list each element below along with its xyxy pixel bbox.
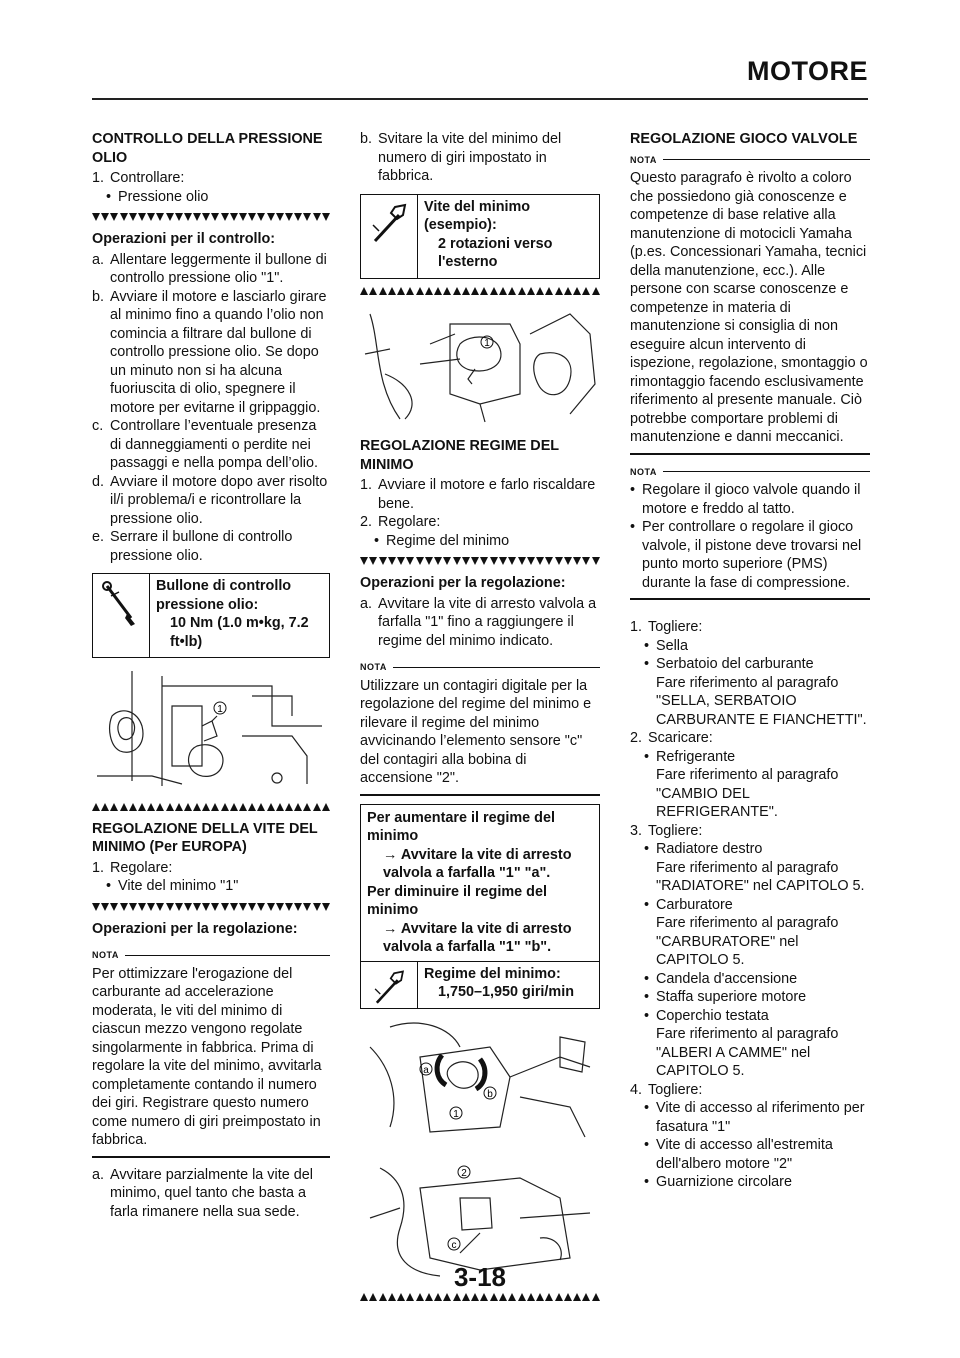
triangle-mark [471, 1293, 479, 1301]
bullet-item: • Vite di accesso al riferimento per fasatura "1" [644, 1100, 865, 1135]
triangle-mark [101, 903, 109, 911]
page-number: 3-18 [453, 1262, 507, 1292]
bullet-item: • Carburatore [644, 896, 733, 913]
bullet-item: • Coperchio testata [644, 1007, 769, 1024]
triangle-mark [425, 287, 433, 295]
triangle-mark [369, 557, 377, 565]
note-block [360, 658, 600, 796]
triangle-mark [471, 557, 479, 565]
triangle-rule-start [92, 903, 330, 912]
note-text: Questo paragrafo è rivolto a coloro che possiedono già conoscenze e competenze di base relative alla manutenzione di motocicli Yamaha (p.es. Concessionari Yamaha, tecnici della manutenzione, ecc.). Alle persone con scarse conoscenze e competenze in materia di manutenzione si consiglia di non eseguire alcun intervento di ispezione, regolazione, smontaggio o rimontaggio facendo esclusivamente riferimento al presente manuale. Ciò potrebbe comportare problemi di manutenzione e danni meccanici. [630, 170, 868, 445]
triangle-mark [443, 287, 451, 295]
triangle-mark [545, 1293, 553, 1301]
triangle-mark [322, 213, 330, 221]
note-label: NOTA [360, 662, 387, 672]
triangle-mark [592, 287, 600, 295]
triangle-mark [211, 213, 219, 221]
triangle-mark [499, 1293, 507, 1301]
figure-throttle-stop-screw [360, 1017, 600, 1153]
proc-step: d. Avviare il motore dopo aver risolto il/i problema/i e ricontrollare la pressione olio. [92, 473, 328, 527]
adjust-direction-box [360, 804, 600, 962]
triangle-mark [166, 903, 174, 911]
bullet-item: • Per controllare o regolare il gioco valvole, il pistone deve trovarsi nel punto morto superiore (PMS) durante la fase di compressione. [630, 519, 862, 591]
spec-value: 2 rotazioni verso l'esterno [438, 235, 553, 270]
triangle-mark [294, 213, 302, 221]
note-text: Utilizzare un contagiri digitale per la regolazione del regime del minimo e rilevare il regime del minimo avvicinando l’elemento sensore "c" del contagiri alla bobina di accensione "2". [360, 677, 592, 786]
triangle-mark [406, 557, 414, 565]
triangle-rule-end [360, 1293, 600, 1302]
triangle-mark [221, 213, 229, 221]
triangle-mark [184, 803, 192, 811]
note-block [92, 946, 330, 1158]
triangle-mark [490, 1293, 498, 1301]
triangle-mark [276, 213, 284, 221]
triangle-mark [416, 557, 424, 565]
triangle-mark [184, 213, 192, 221]
proc-step: a. Avvitare la vite di arresto valvola a farfalla "1" fino a raggiungere il regime del minimo indicato. [360, 595, 597, 649]
triangle-mark [120, 903, 128, 911]
triangle-mark [230, 213, 238, 221]
reference-text: Fare riferimento al paragrafo "RADIATORE" nel CAPITOLO 5. [656, 859, 865, 894]
triangle-mark [138, 803, 146, 811]
triangle-mark [388, 557, 396, 565]
triangle-rule-end [92, 803, 330, 812]
triangle-mark [92, 903, 100, 911]
triangle-mark [518, 557, 526, 565]
wrench-icon [361, 962, 418, 1008]
step-item: 4. Togliere: [630, 1081, 703, 1098]
section-title-oil-pressure: CONTROLLO DELLA PRESSIONE OLIO [92, 131, 323, 166]
bullet-item: • Serbatoio del carburante [644, 656, 814, 672]
triangle-mark [239, 213, 247, 221]
triangle-mark [490, 557, 498, 565]
triangle-mark [248, 213, 256, 221]
triangle-mark [221, 803, 229, 811]
increase-action: → Avvitare la vite di arresto valvola a farfalla "1" "a". [383, 846, 572, 881]
triangle-mark [518, 1293, 526, 1301]
triangle-mark [573, 287, 581, 295]
triangle-mark [211, 903, 219, 911]
triangle-mark [582, 557, 590, 565]
triangle-mark [564, 557, 572, 565]
triangle-mark [406, 287, 414, 295]
triangle-mark [434, 1293, 442, 1301]
column-right [630, 130, 870, 1192]
bullet-item: • Pressione olio [106, 188, 209, 205]
triangle-mark [527, 557, 535, 565]
section-title-idle-speed: REGOLAZIONE REGIME DEL MINIMO [360, 438, 559, 473]
triangle-mark [508, 287, 516, 295]
triangle-mark [434, 287, 442, 295]
spec-box-idle-screw [360, 194, 600, 279]
bullet-item: • Refrigerante [644, 748, 736, 765]
figure-callout: c [451, 1240, 457, 1251]
triangle-mark [313, 903, 321, 911]
figure-idle-screw [360, 304, 600, 432]
page-title: MOTORE [746, 56, 868, 86]
triangle-mark [360, 557, 368, 565]
figure-oil-pressure-bolt [92, 666, 330, 796]
triangle-mark [257, 903, 265, 911]
figure-callout: 2 [461, 1168, 467, 1179]
triangle-mark [239, 803, 247, 811]
triangle-mark [276, 803, 284, 811]
proc-step: c. Controllare l’eventuale presenza di danneggiamenti o perdite nei passaggi e nella pompa dell’olio. [92, 418, 319, 471]
figure-callout: 1 [484, 337, 490, 349]
triangle-mark [369, 1293, 377, 1301]
triangle-mark [303, 903, 311, 911]
triangle-mark [499, 557, 507, 565]
triangle-mark [555, 1293, 563, 1301]
triangle-mark [285, 903, 293, 911]
note-label: NOTA [630, 154, 657, 165]
proc-step: a. Avvitare parzialmente la vite del minimo, quel tanto che basta a farla rimanere nella sua sede. [92, 1166, 313, 1220]
triangle-mark [193, 903, 201, 911]
triangle-mark [462, 557, 470, 565]
spec-label: Regime del minimo: [424, 965, 561, 982]
triangle-mark [129, 213, 137, 221]
triangle-mark [564, 287, 572, 295]
note-text: Per ottimizzare l'erogazione del carburante ad accelerazione moderata, le viti del minimo di ciascun mezzo vengono regolate singolarmente in fabbrica. Prima di regolare la vite del minimo, avvitarla completamente contando il numero dei giri. Registrare questo numero come numero di giri preimpostato in fabbrica. [92, 965, 322, 1148]
triangle-mark [490, 287, 498, 295]
triangle-rule-start [92, 213, 330, 222]
triangle-mark [434, 557, 442, 565]
triangle-mark [425, 1293, 433, 1301]
triangle-mark [147, 903, 155, 911]
proc-step: b. Avviare il motore e lasciarlo girare al minimo fino a quando l’olio non comincia a filtrare dal bullone di controllo pressione olio. Se dopo un minuto non si ha alcuna fuoriuscita di olio, spegnere il motore per evitarne il grippaggio. [92, 288, 327, 416]
triangle-mark [453, 287, 461, 295]
triangle-mark [397, 1293, 405, 1301]
column-middle [360, 130, 600, 1310]
proc-step: e. Serrare il bullone di controllo pressione olio. [92, 529, 293, 564]
bullet-item: • Candela d'accensione [644, 970, 798, 987]
triangle-mark [480, 557, 488, 565]
triangle-mark [202, 903, 210, 911]
triangle-mark [545, 287, 553, 295]
triangle-mark [156, 803, 164, 811]
header-rule [92, 98, 868, 100]
triangle-mark [592, 557, 600, 565]
reference-text: Fare riferimento al paragrafo "ALBERI A CAMME" nel CAPITOLO 5. [656, 1026, 839, 1079]
note-label: NOTA [630, 466, 657, 477]
step-item: 1. Regolare: [92, 859, 173, 876]
step-item: 3. Togliere: [630, 822, 703, 839]
triangle-mark [120, 803, 128, 811]
figure-callout: 1 [217, 704, 223, 715]
triangle-mark [257, 213, 265, 221]
spec-label: Vite del minimo (esempio): [424, 198, 531, 233]
triangle-mark [110, 903, 118, 911]
triangle-mark [202, 213, 210, 221]
note-block [630, 151, 870, 455]
triangle-mark [508, 1293, 516, 1301]
note-block [630, 463, 870, 601]
procedure-title: Operazioni per la regolazione: [360, 575, 566, 591]
step-item: 1. Togliere: [630, 619, 703, 635]
triangle-mark [527, 1293, 535, 1301]
bullet-item: • Guarnizione circolare [644, 1174, 792, 1190]
triangle-mark [156, 213, 164, 221]
triangle-mark [592, 1293, 600, 1301]
torque-wrench-icon [93, 574, 150, 657]
triangle-mark [257, 803, 265, 811]
triangle-mark [582, 287, 590, 295]
triangle-mark [175, 903, 183, 911]
triangle-mark [294, 903, 302, 911]
triangle-mark [193, 213, 201, 221]
triangle-mark [379, 1293, 387, 1301]
triangle-mark [379, 287, 387, 295]
increase-label: Per aumentare il regime del minimo [367, 809, 555, 844]
triangle-mark [397, 287, 405, 295]
triangle-mark [230, 803, 238, 811]
triangle-mark [129, 903, 137, 911]
spec-value: 10 Nm (1.0 m•kg, 7.2 ft•lb) [170, 615, 309, 650]
spec-label: Bullone di controllo pressione olio: [156, 578, 292, 613]
section-title-idle-screw: REGOLAZIONE DELLA VITE DEL MINIMO (Per EUROPA) [92, 820, 318, 855]
bullet-item: • Vite di accesso all'estremita dell'albero motore "2" [644, 1137, 833, 1172]
reference-text: Fare riferimento al paragrafo "CAMBIO DEL REFRIGERANTE". [656, 767, 839, 820]
triangle-mark [129, 803, 137, 811]
bullet-item: • Vite del minimo "1" [106, 878, 239, 894]
triangle-mark [536, 287, 544, 295]
bullet-item: • Sella [644, 637, 688, 654]
triangle-mark [202, 803, 210, 811]
triangle-mark [499, 287, 507, 295]
triangle-mark [147, 803, 155, 811]
step-item: 2. Scaricare: [630, 730, 713, 746]
triangle-mark [443, 557, 451, 565]
triangle-mark [303, 213, 311, 221]
triangle-mark [573, 1293, 581, 1301]
decrease-action: → Avvitare la vite di arresto valvola a farfalla "1" "b". [383, 920, 572, 955]
triangle-mark [248, 903, 256, 911]
triangle-mark [360, 287, 368, 295]
triangle-mark [416, 1293, 424, 1301]
bullet-item: • Radiatore destro [644, 841, 763, 857]
triangle-mark [248, 803, 256, 811]
triangle-mark [175, 803, 183, 811]
triangle-mark [555, 557, 563, 565]
triangle-mark [527, 287, 535, 295]
triangle-mark [480, 1293, 488, 1301]
figure-callout: b [487, 1088, 493, 1100]
reference-text: Fare riferimento al paragrafo "CARBURATORE" nel CAPITOLO 5. [656, 915, 839, 968]
triangle-mark [138, 213, 146, 221]
triangle-mark [166, 803, 174, 811]
reference-text: Fare riferimento al paragrafo "SELLA, SERBATOIO CARBURANTE E FIANCHETTI". [656, 674, 867, 728]
triangle-mark [175, 213, 183, 221]
triangle-mark [267, 213, 275, 221]
decrease-label: Per diminuire il regime del minimo [367, 883, 547, 918]
triangle-mark [166, 213, 174, 221]
triangle-mark [313, 213, 321, 221]
triangle-mark [110, 803, 118, 811]
triangle-mark [518, 287, 526, 295]
wrench-icon [361, 195, 418, 278]
note-label: NOTA [92, 950, 119, 960]
triangle-mark [322, 803, 330, 811]
triangle-mark [388, 1293, 396, 1301]
triangle-mark [536, 1293, 544, 1301]
triangle-mark [573, 557, 581, 565]
bullet-item: • Staffa superiore motore [644, 989, 807, 1005]
triangle-mark [471, 287, 479, 295]
triangle-mark [267, 803, 275, 811]
procedure-title: Operazioni per il controllo: [92, 231, 276, 247]
triangle-mark [303, 803, 311, 811]
triangle-mark [211, 803, 219, 811]
proc-step: b. Svitare la vite del minimo del numero di giri impostato in fabbrica. [360, 131, 562, 184]
triangle-mark [267, 903, 275, 911]
triangle-mark [388, 287, 396, 295]
figure-callout: 1 [453, 1108, 459, 1120]
triangle-mark [230, 903, 238, 911]
triangle-mark [285, 213, 293, 221]
step-item: 1. Avviare il motore e farlo riscaldare bene. [360, 477, 596, 512]
triangle-mark [239, 903, 247, 911]
triangle-mark [555, 287, 563, 295]
proc-step: a. Allentare leggermente il bullone di controllo pressione olio "1". [92, 251, 327, 286]
triangle-mark [92, 213, 100, 221]
triangle-mark [462, 287, 470, 295]
triangle-mark [443, 1293, 451, 1301]
triangle-mark [147, 213, 155, 221]
triangle-mark [101, 213, 109, 221]
bullet-item: • Regime del minimo [374, 532, 510, 549]
triangle-mark [425, 557, 433, 565]
triangle-mark [379, 557, 387, 565]
column-left [92, 130, 330, 1221]
triangle-mark [406, 1293, 414, 1301]
triangle-rule-end [360, 287, 600, 296]
spec-value: 1,750–1,950 giri/min [438, 984, 574, 1000]
triangle-mark [285, 803, 293, 811]
triangle-mark [369, 287, 377, 295]
triangle-mark [120, 213, 128, 221]
triangle-mark [313, 803, 321, 811]
triangle-mark [294, 803, 302, 811]
triangle-mark [322, 903, 330, 911]
triangle-rule-start [360, 557, 600, 566]
triangle-mark [582, 1293, 590, 1301]
triangle-mark [453, 557, 461, 565]
triangle-mark [564, 1293, 572, 1301]
procedure-title: Operazioni per la regolazione: [92, 920, 298, 937]
triangle-mark [276, 903, 284, 911]
triangle-mark [156, 903, 164, 911]
triangle-mark [536, 557, 544, 565]
triangle-mark [193, 803, 201, 811]
triangle-mark [138, 903, 146, 911]
triangle-mark [101, 803, 109, 811]
triangle-mark [453, 1293, 461, 1301]
step-item: 2. Regolare: [360, 514, 441, 530]
triangle-mark [545, 557, 553, 565]
triangle-mark [360, 1293, 368, 1301]
triangle-mark [110, 213, 118, 221]
step-item: 1. Controllare: [92, 170, 185, 186]
triangle-mark [397, 557, 405, 565]
triangle-mark [92, 803, 100, 811]
triangle-mark [462, 1293, 470, 1301]
spec-box-idle-speed [360, 962, 600, 1009]
bullet-item: • Regolare il gioco valvole quando il motore e freddo al tatto. [630, 482, 861, 517]
triangle-mark [480, 287, 488, 295]
figure-callout: a [423, 1064, 429, 1076]
triangle-mark [221, 903, 229, 911]
triangle-mark [184, 903, 192, 911]
section-title-valve-clearance: REGOLAZIONE GIOCO VALVOLE [630, 131, 858, 147]
triangle-mark [416, 287, 424, 295]
triangle-mark [508, 557, 516, 565]
spec-box-torque [92, 573, 330, 658]
